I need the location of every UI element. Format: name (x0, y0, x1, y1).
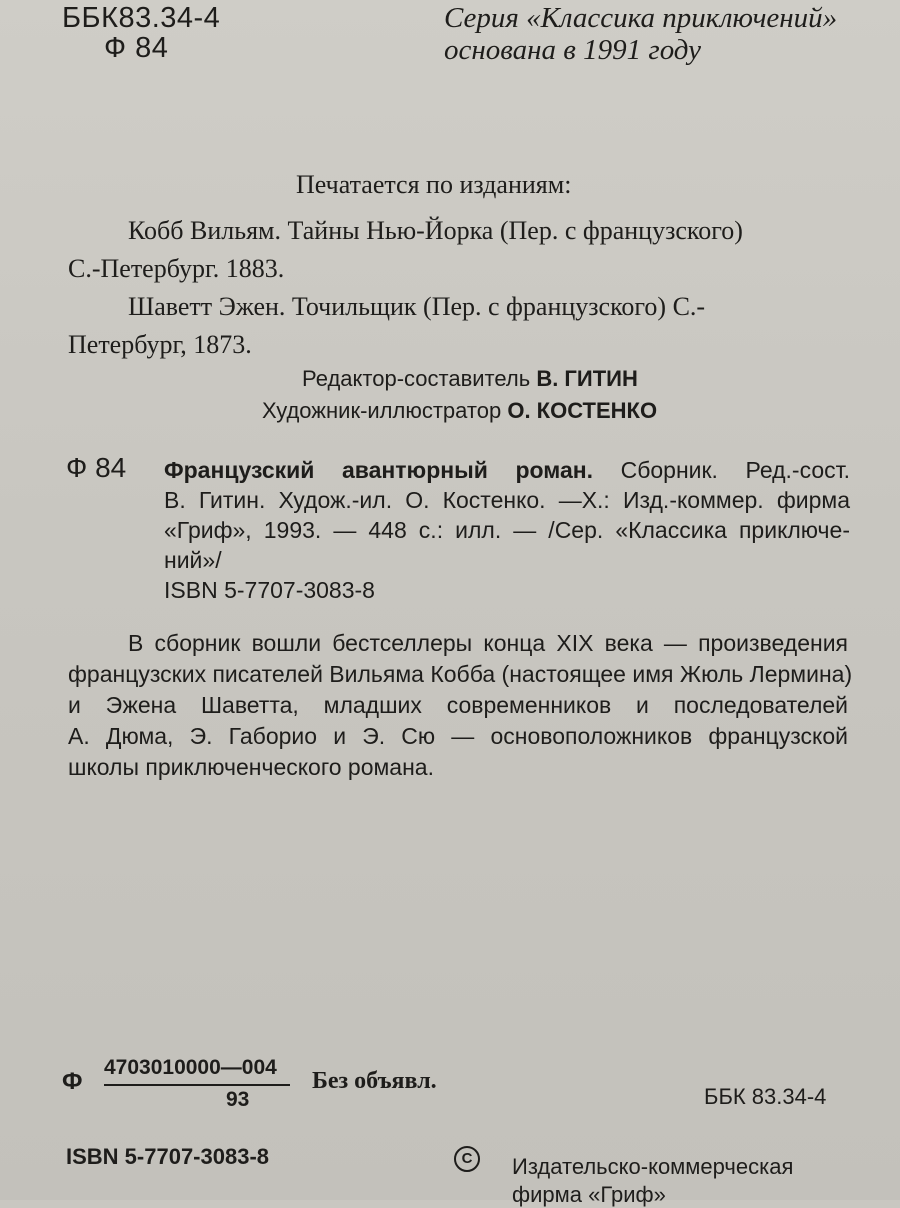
publisher-line-2: фирма «Гриф» (512, 1182, 666, 1207)
source-entry-1-line-1: Кобб Вильям. Тайны Нью-Йорка (Пер. с французского) (128, 216, 743, 245)
copyright-icon: C (454, 1146, 480, 1172)
illustrator-credit (262, 398, 657, 424)
footer-denominator: 93 (226, 1088, 250, 1111)
source-entry-2-line-2: Петербург, 1873. (68, 330, 252, 359)
annotation-line-3: и Эжена Шаветта, младших современников и последователей (68, 692, 848, 718)
catalog-title: Французский авантюрный роман. (164, 457, 594, 483)
bbk-code: ББК83.34-4 (62, 2, 221, 34)
footer-phi: Ф (62, 1068, 83, 1095)
footer-no-ad: Без объявл. (312, 1068, 437, 1094)
catalog-entry (164, 455, 850, 605)
annotation-line-5: школы приключенческого романа. (68, 754, 434, 780)
catalog-line-3: «Гриф», 1993. — 448 с.: илл. — /Сер. «Классика приключе- (164, 517, 850, 543)
editor-role: Редактор-составитель (302, 366, 531, 391)
annotation-line-4: А. Дюма, Э. Габорио и Э. Сю — основоположников французской (68, 723, 848, 749)
catalog-line-2: В. Гитин. Худож.-ил. О. Костенко. —Х.: Изд.-коммер. фирма (164, 487, 850, 513)
catalog-line-1 (164, 455, 850, 485)
illustrator-role: Художник-иллюстратор (262, 398, 502, 423)
source-entry-1-line-2: С.-Петербург. 1883. (68, 254, 285, 283)
catalog-isbn: ISBN 5-7707-3083-8 (164, 577, 375, 603)
publisher-line-1: Издательско-коммерческая (512, 1154, 794, 1179)
editor-credit (302, 366, 638, 392)
sources-entries (68, 212, 858, 364)
fraction-line (104, 1084, 290, 1086)
catalog-mark: Ф 84 (66, 452, 127, 483)
author-mark: Ф 84 (104, 32, 169, 64)
footer-numerator: 4703010000—004 (104, 1056, 277, 1079)
annotation (68, 628, 853, 783)
illustrator-name: О. КОСТЕНКО (507, 398, 658, 423)
annotation-line-2: французских писателей Вильяма Кобба (настоящее имя Жюль Лермина) (68, 661, 853, 687)
series-line-1: Серия «Классика приключений» (444, 2, 838, 34)
catalog-line-4: ний»/ (164, 547, 222, 573)
series-line-2: основана в 1991 году (444, 34, 701, 66)
sources-heading: Печатается по изданиям: (296, 170, 572, 199)
editor-name: В. ГИТИН (536, 366, 638, 391)
catalog-line-1-rest: Сборник. Ред.-сост. (620, 457, 850, 483)
footer-isbn: ISBN 5-7707-3083-8 (66, 1144, 270, 1169)
source-entry-2-line-1: Шаветт Эжен. Точильщик (Пер. с французского) С.- (128, 292, 706, 321)
footer-bbk: ББК 83.34-4 (704, 1084, 827, 1109)
annotation-line-1: В сборник вошли бестселлеры конца XIX века — произведения (128, 630, 848, 656)
